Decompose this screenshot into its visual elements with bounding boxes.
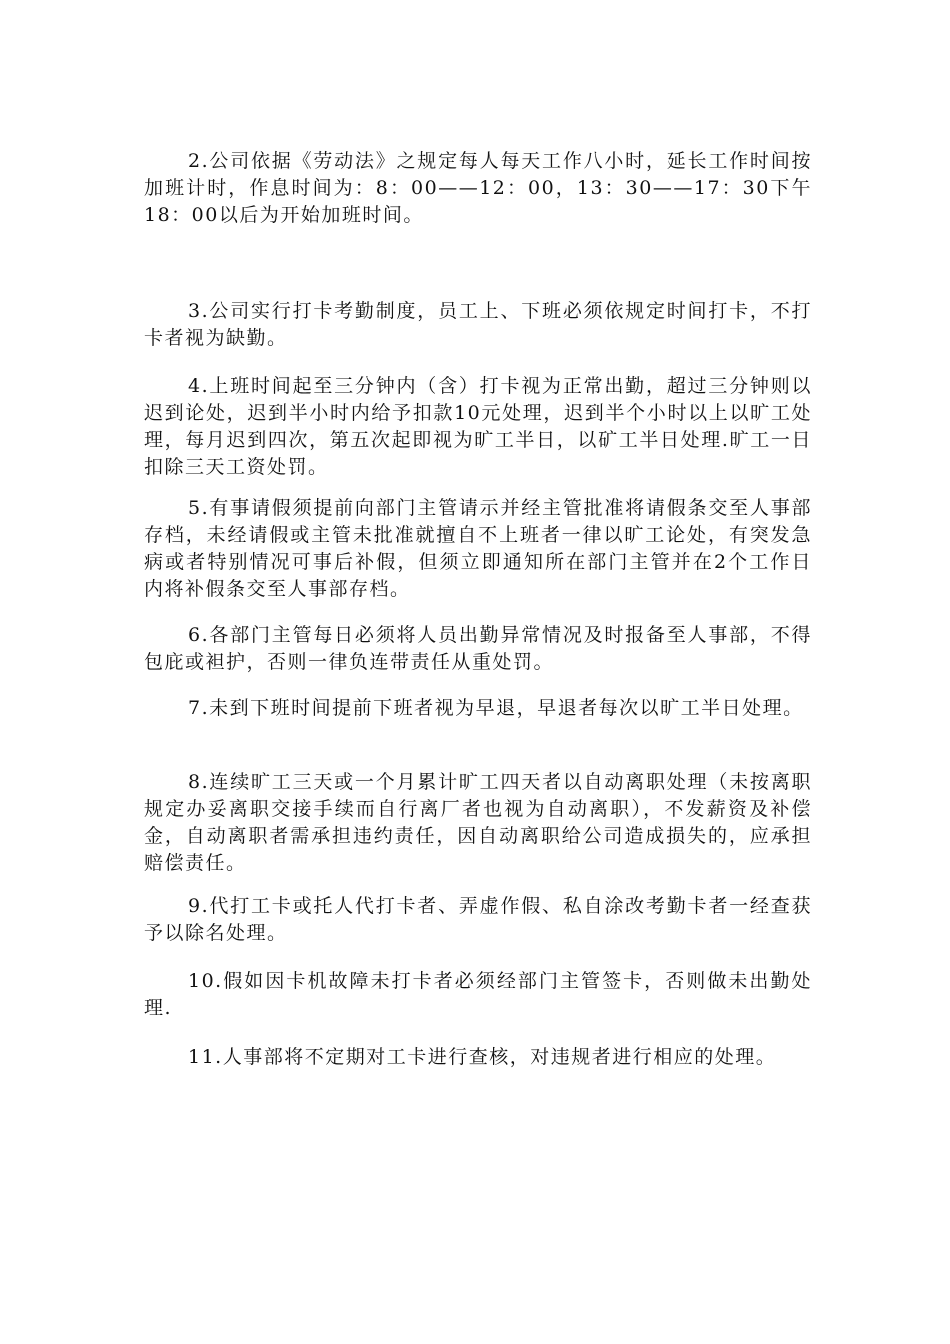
rule-paragraph-7: 7.未到下班时间提前下班者视为早退，早退者每次以旷工半日处理。 — [188, 697, 804, 719]
rule-paragraph-4: 4.上班时间起至三分钟内（含）打卡视为正常出勤，超过三分钟则以迟到论处，迟到半小时内给予扣款10元处理，迟到半个小时以上以旷工处理，每月迟到四次，第五次起即视为旷工半日，以矿工半日处理.旷工一日扣除三天工资处罚。 — [144, 375, 812, 478]
rule-paragraph-2: 2.公司依据《劳动法》之规定每人每天工作八小时，延长工作时间按加班计时，作息时间为：8：00——12：00，13：30——17：30下午18：00以后为开始加班时间。 — [144, 150, 812, 226]
rule-paragraph-9: 9.代打工卡或托人代打卡者、弄虚作假、私自涂改考勤卡者一经查获予以除名处理。 — [144, 895, 812, 944]
rule-paragraph-10: 10.假如因卡机故障未打卡者必须经部门主管签卡，否则做未出勤处理. — [144, 970, 812, 1019]
rule-paragraph-5: 5.有事请假须提前向部门主管请示并经主管批准将请假条交至人事部存档，未经请假或主管未批准就擅自不上班者一律以旷工论处，有突发急病或者特别情况可事后补假，但须立即通知所在部门主管并在2个工作日内将补假条交至人事部存档。 — [144, 497, 812, 600]
rule-paragraph-11: 11.人事部将不定期对工卡进行查核，对违规者进行相应的处理。 — [188, 1046, 777, 1068]
rule-paragraph-8: 8.连续旷工三天或一个月累计旷工四天者以自动离职处理（未按离职规定办妥离职交接手续而自行离厂者也视为自动离职），不发薪资及补偿金，自动离职者需承担违约责任，因自动离职给公司造成损失的，应承担赔偿责任。 — [144, 771, 812, 874]
rule-paragraph-6: 6.各部门主管每日必须将人员出勤异常情况及时报备至人事部，不得包庇或袒护，否则一律负连带责任从重处罚。 — [144, 624, 812, 673]
rule-paragraph-3: 3.公司实行打卡考勤制度，员工上、下班必须依规定时间打卡，不打卡者视为缺勤。 — [144, 300, 812, 349]
